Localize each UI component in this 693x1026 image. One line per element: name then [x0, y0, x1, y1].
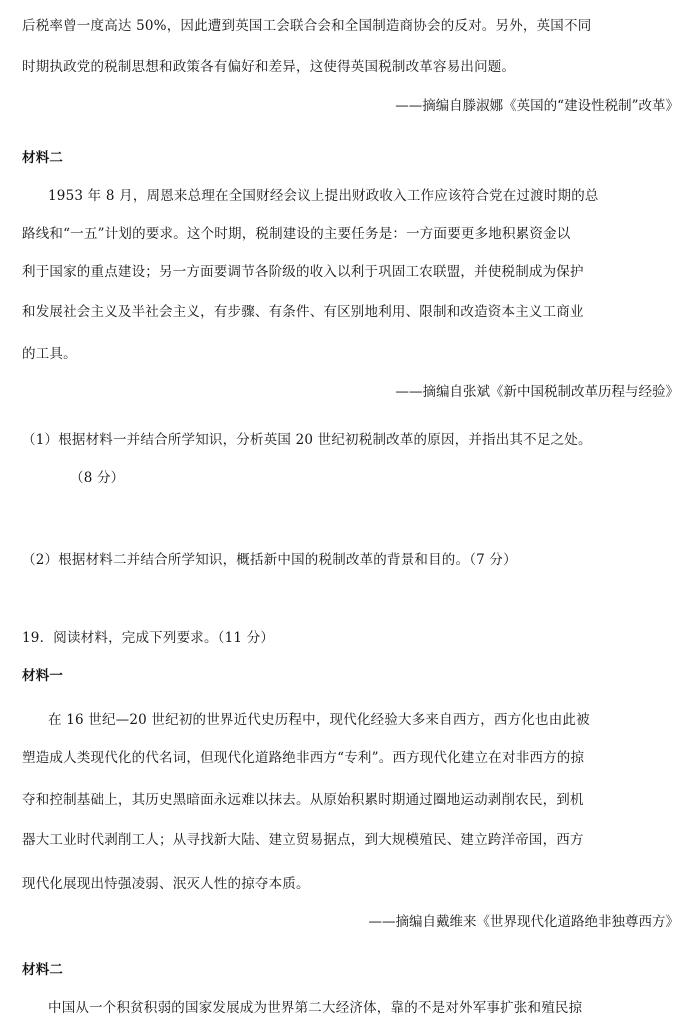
source-citation: ——摘编自张斌《新中国税制改革历程与经验》	[395, 384, 679, 400]
section-heading: 材料一	[22, 668, 64, 684]
text-line: 器大工业时代剥削工人；从寻找新大陆、建立贸易据点，到大规模殖民、建立跨洋帝国，西方	[22, 832, 584, 848]
text-line: 的工具。	[22, 346, 77, 362]
text-line: 和发展社会主义及半社会主义，有步骤、有条件、有区别地利用、限制和改造资本主义工商业	[22, 304, 584, 320]
text-line: 时期执政党的税制思想和政策各有偏好和差异，这使得英国税制改革容易出问题。	[22, 59, 516, 75]
text-line: 中国从一个积贫积弱的国家发展成为世界第二大经济体，靠的不是对外军事扩张和殖民掠	[48, 1000, 583, 1016]
text-line: 在 16 世纪—20 世纪初的世界近代史历程中，现代化经验大多来自西方，西方化也由此被	[48, 712, 590, 728]
question-19: 19．阅读材料，完成下列要求。（11 分）	[22, 630, 275, 646]
section-heading: 材料二	[22, 150, 64, 166]
question-2: （2）根据材料二并结合所学知识，概括新中国的税制改革的背景和目的。（7 分）	[22, 552, 517, 568]
section-heading: 材料二	[22, 962, 64, 978]
text-line: 1953 年 8 月，周恩来总理在全国财经会议上提出财政收入工作应该符合党在过渡时期的总	[48, 188, 599, 204]
text-line: 路线和“一五”计划的要求。这个时期，税制建设的主要任务是：一方面要更多地积累资金以	[22, 226, 571, 242]
text-line: 后税率曾一度高达 50%，因此遭到英国工会联合会和全国制造商协会的反对。另外，英国不同	[22, 18, 592, 34]
text-line: 现代化展现出恃强凌弱、泯灭人性的掠夺本质。	[22, 876, 310, 892]
source-citation: ——摘编自戴维来《世界现代化道路绝非独尊西方》	[368, 914, 679, 930]
question-1-score: （8 分）	[70, 470, 125, 486]
text-line: 夺和控制基础上，其历史黑暗面永远难以抹去。从原始积累时期通过圈地运动剥削农民，到机	[22, 792, 584, 808]
text-line: 塑造成人类现代化的代名词，但现代化道路绝非西方“专利”。西方现代化建立在对非西方的掠	[22, 750, 585, 766]
source-citation: ——摘编自滕淑娜《英国的“建设性税制”改革》	[395, 98, 679, 114]
text-line: 利于国家的重点建设；另一方面要调节各阶级的收入以利于巩固工农联盟，并使税制成为保护	[22, 264, 584, 280]
question-1: （1）根据材料一并结合所学知识，分析英国 20 世纪初税制改革的原因，并指出其不足之处。	[22, 432, 592, 448]
